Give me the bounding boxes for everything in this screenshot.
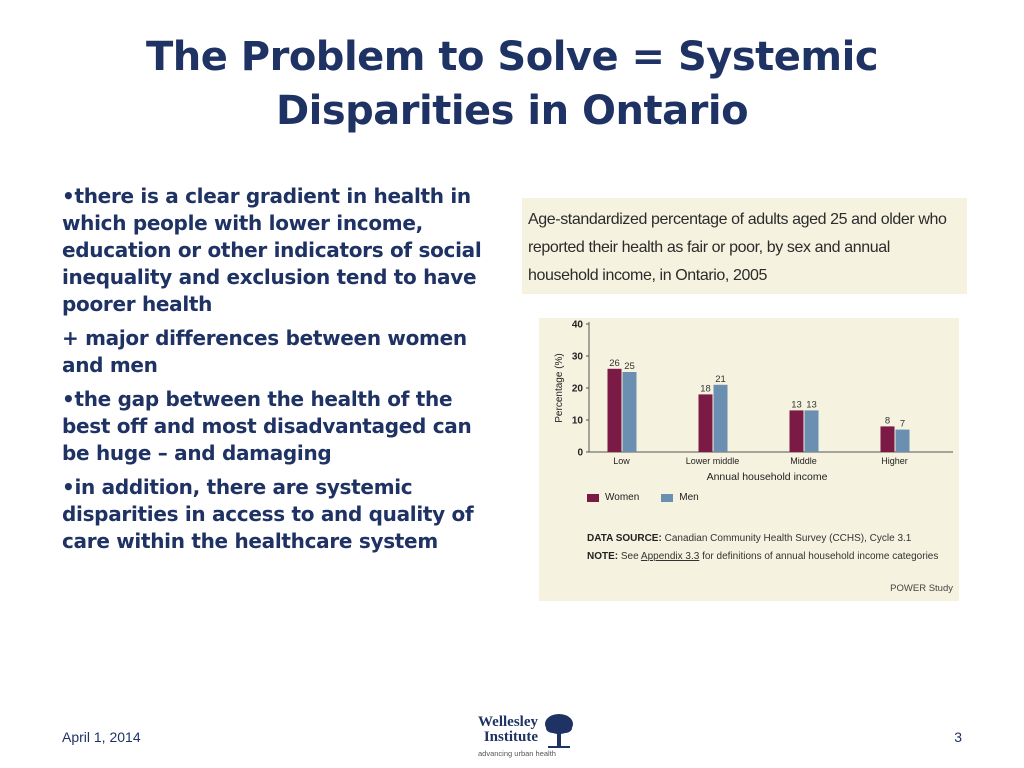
legend-swatch-women xyxy=(587,494,599,502)
bar-men xyxy=(805,410,819,452)
wellesley-institute-logo xyxy=(470,713,580,761)
y-tick-label: 20 xyxy=(571,383,583,395)
y-axis-title: Percentage (%) xyxy=(554,353,565,423)
legend-item-women xyxy=(587,492,639,503)
chart-notes xyxy=(587,532,947,564)
bar-women xyxy=(790,410,804,452)
x-axis-title: Annual household income xyxy=(706,471,828,483)
bar-men xyxy=(623,372,637,452)
chart-legend xyxy=(587,492,699,503)
note-pre: See xyxy=(620,551,639,562)
legend-label-men: Men xyxy=(679,492,699,503)
bar-women xyxy=(881,426,895,452)
data-source-line xyxy=(587,532,947,546)
bullet-item: •the gap between the health of the best off and most disadvantaged can be huge – and damaging xyxy=(62,387,472,465)
chart-panel xyxy=(539,318,959,601)
x-tick-label: Higher xyxy=(881,456,908,466)
data-label: 13 xyxy=(791,399,802,411)
x-tick-label: Low xyxy=(613,456,630,466)
logo-tagline: advancing urban health xyxy=(478,749,556,758)
x-tick-label: Lower middle xyxy=(685,456,740,466)
legend-label-women: Women xyxy=(605,492,640,503)
legend-swatch-men xyxy=(661,494,673,502)
bullet-item: •there is a clear gradient in health in which people with lower income, education or other indicators of social inequality and exclusion tend to have poorer health xyxy=(62,184,482,316)
data-label: 8 xyxy=(884,415,891,427)
tree-icon xyxy=(544,713,574,749)
data-label: 21 xyxy=(715,373,726,385)
logo-name-line-2: Institute xyxy=(483,729,538,745)
data-source-text: Canadian Community Health Survey (CCHS), Cycle 3.1 xyxy=(664,533,912,544)
data-label: 13 xyxy=(806,399,817,411)
note-label: NOTE: xyxy=(587,551,619,562)
bar-women xyxy=(699,394,713,452)
note-post: for definitions of annual household income categories xyxy=(702,551,939,562)
bar-men xyxy=(896,430,910,452)
bullet-item: •in addition, there are systemic disparities in access to and quality of care within the healthcare system xyxy=(62,475,474,553)
figure-caption: Age-standardized percentage of adults aged 25 and older who reported their health as fair or poor, by sex and annual household income, in Ontario, 2005 xyxy=(522,198,967,294)
title-line-2: Disparities in Ontario xyxy=(275,88,749,134)
data-label: 25 xyxy=(624,361,635,372)
y-tick-label: 10 xyxy=(571,415,583,427)
slide-title xyxy=(40,30,984,138)
title-line-1: The Problem to Solve = Systemic xyxy=(145,34,879,80)
legend-item-men xyxy=(661,492,698,503)
data-label: 7 xyxy=(899,418,906,430)
logo-wordmark xyxy=(478,715,538,745)
logo-name-line-1: Wellesley xyxy=(478,714,538,730)
bar-women xyxy=(608,369,622,452)
data-source-label: DATA SOURCE: xyxy=(587,533,662,544)
footer-date: April 1, 2014 xyxy=(62,729,141,745)
bar-men xyxy=(714,385,728,452)
note-line xyxy=(587,550,947,564)
y-tick-label: 30 xyxy=(571,351,583,363)
y-tick-label: 40 xyxy=(571,319,583,331)
y-tick-label: 0 xyxy=(577,447,583,459)
x-tick-label: Middle xyxy=(790,456,817,466)
bullet-item: + major differences between women and men xyxy=(62,326,467,377)
bar-chart xyxy=(539,318,959,488)
page-number: 3 xyxy=(954,729,962,745)
data-label: 18 xyxy=(700,383,711,395)
data-label: 26 xyxy=(609,357,620,369)
appendix-link[interactable]: Appendix 3.3 xyxy=(640,551,700,562)
source-credit: POWER Study xyxy=(890,583,953,594)
bullet-list xyxy=(62,183,502,562)
